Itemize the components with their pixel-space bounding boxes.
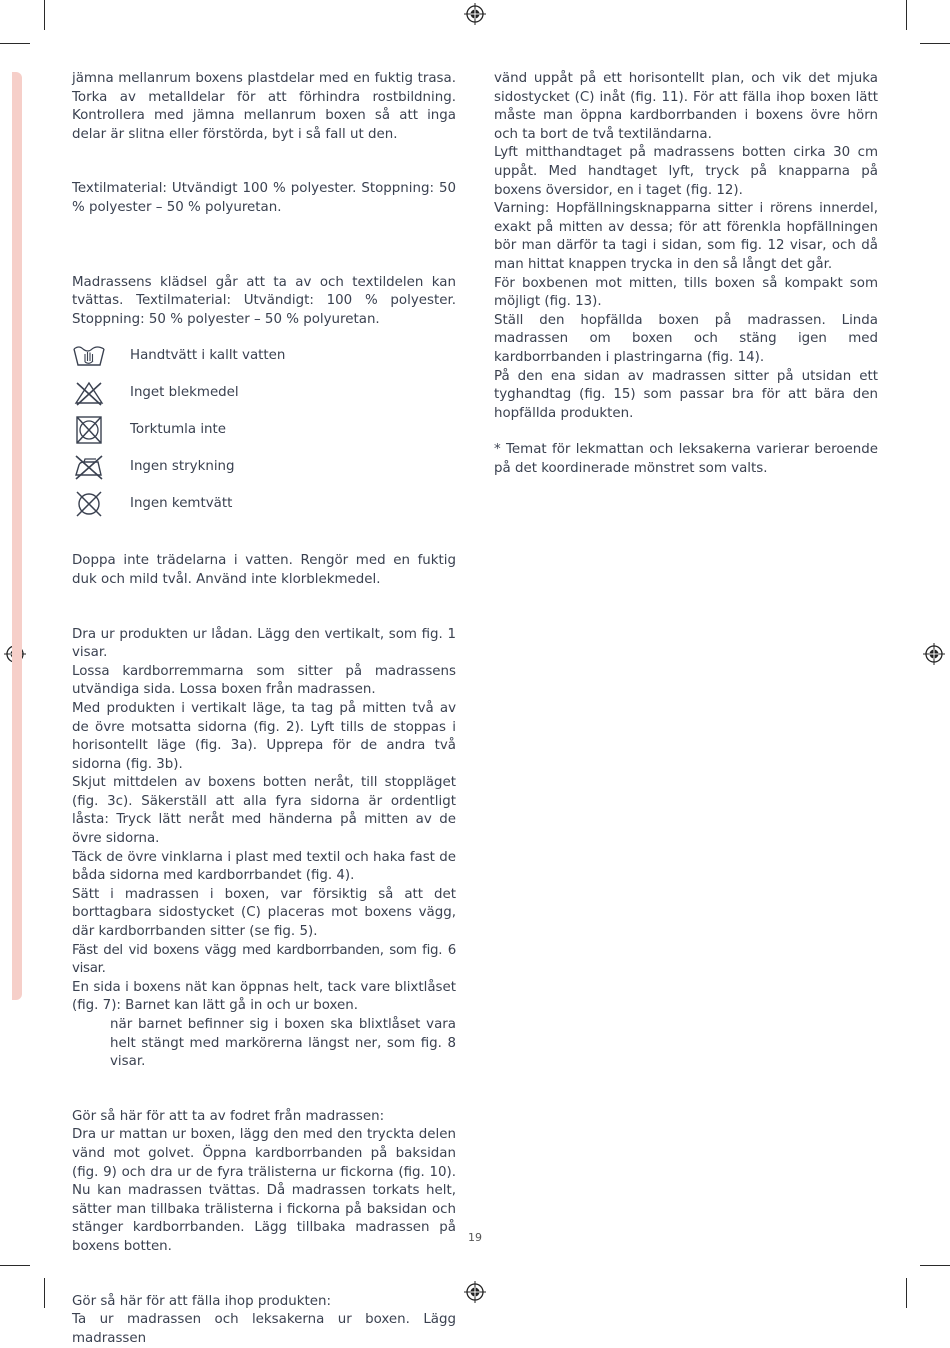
crop-mark — [906, 1278, 907, 1308]
side-accent-bar — [12, 72, 22, 1000]
crop-mark — [0, 43, 30, 44]
page-number: 19 — [468, 1231, 482, 1244]
wood-care-paragraph: Doppa inte trädelarna i vatten. Rengör med en fuktig duk och mild tvål. Använd inte klorblekmedel. — [72, 553, 456, 587]
instruction-step: Sätt i madrassen i boxen, var försiktig så att det borttagbara sidostycket (C) placeras mot boxens vägg, där kardborrbanden sitter (se fig. 5). — [72, 886, 456, 940]
registration-mark-icon — [923, 643, 945, 665]
instruction-step: En sida i boxens nät kan öppnas helt, tack vare blixtlåset (fig. 7): Barnet kan lätt gå in och ur boxen. — [72, 979, 456, 1014]
care-symbols-list — [72, 337, 456, 522]
care-item — [72, 448, 456, 485]
mattress-cover-paragraph: Madrassens klädsel går att ta av och textildelen kan tvättas. Textilmaterial: Utvändigt: 100 % polyester. Stoppning: 50 % polyester – 50 % polyuretan. — [72, 274, 456, 327]
folding-step: På den ena sidan av madrassen sitter på utsidan ett tyghandtag (fig. 15) som passar bra för att bära den hopfällda produkten. — [494, 368, 878, 421]
crop-mark — [44, 0, 45, 30]
registration-mark-icon — [464, 1281, 486, 1303]
crop-mark — [920, 43, 950, 44]
folding-step: Varning: Hopfällningsknapparna sitter i rörens innerdel, exakt på mitten av dessa; för att förenkla hopfällningen bör man därför ta tagi i sidan, som fig. 12 visar, och då man hittat knappen trycka in den så långt det går. — [494, 201, 878, 272]
registration-mark-icon — [464, 3, 486, 25]
instruction-step: Fäst del vid boxens vägg med kardborrbanden, som fig. 6 visar. — [72, 942, 456, 977]
care-item — [72, 485, 456, 522]
remove-cover-paragraph: Dra ur mattan ur boxen, lägg den med den tryckta delen vänd mot golvet. Öppna kardborrbanden på baksidan (fig. 9) och dra ur de fyra trälisterna ur fickorna (fig. 10). Nu kan madrassen tvättas. Då madrassen torkats helt, sätter man tillbaka trälisterna i fickorna på baksidan och stänger kardborrbanden. Lägg tillbaka madrassen på boxens botten. — [72, 1127, 456, 1254]
left-column — [72, 70, 456, 1348]
care-label: Torktumla inte — [130, 421, 227, 437]
crop-mark — [920, 1265, 950, 1266]
assembly-instructions — [72, 626, 456, 1072]
folding-step: vänd uppåt på ett horisontellt plan, och vik det mjuka sidostycket (C) inåt (fig. 11). För att fälla ihop boxen lätt måste man öppna kardborrbanden i boxens övre hörn och ta bort de två textiländarna. — [494, 71, 878, 142]
right-column — [494, 70, 878, 478]
maintenance-paragraph: jämna mellanrum boxens plastdelar med en fuktig trasa. Torka av metalldelar för att förhindra rostbildning. Kontrollera med jämna mellanrum boxen så att inga delar är slitna eller förstörda, byt i så fall ut den. — [72, 71, 456, 142]
no-dry-clean-icon — [72, 490, 106, 518]
folding-step: Ställ den hopfällda boxen på madrassen. Linda madrassen om boxen och stäng igen med kardborrbanden i plastringarna (fig. 14). — [494, 312, 878, 365]
care-label: Ingen kemtvätt — [130, 495, 233, 511]
instruction-step: Lossa kardborremmarna som sitter på madrassens utvändiga sida. Lossa boxen från madrassen. — [72, 663, 456, 698]
no-iron-icon — [72, 453, 106, 481]
fold-heading: Gör så här för att fälla ihop produkten: — [72, 1293, 331, 1309]
care-item — [72, 411, 456, 448]
care-label: Ingen strykning — [130, 458, 235, 474]
crop-mark — [44, 1278, 45, 1308]
instruction-step: när barnet befinner sig i boxen ska blixtlåset vara helt stängt med markörerna längst ner, som fig. 8 visar. — [110, 1017, 456, 1070]
care-item — [72, 374, 456, 411]
no-bleach-icon — [72, 379, 106, 407]
remove-cover-heading: Gör så här för att ta av fodret från madrassen: — [72, 1108, 385, 1124]
crop-mark — [906, 0, 907, 30]
care-label: Handtvätt i kallt vatten — [130, 347, 286, 363]
folding-step: Lyft mitthandtaget på madrassens botten cirka 30 cm uppåt. Med handtaget lyft, tryck på knapparna på boxens översidor, en i taget (fig. 12). — [494, 145, 878, 198]
no-tumble-dry-icon — [72, 416, 106, 444]
care-label: Inget blekmedel — [130, 384, 239, 400]
fold-paragraph-start: Ta ur madrassen och leksakerna ur boxen. Lägg madrassen — [72, 1312, 456, 1346]
textile-material-paragraph: Textilmaterial: Utvändigt 100 % polyester. Stoppning: 50 % polyester – 50 % polyuretan. — [72, 181, 456, 215]
theme-note: * Temat för lekmattan och leksakerna varierar beroende på det koordinerade mönstret som valts. — [494, 442, 878, 476]
instruction-step: Med produkten i vertikalt läge, ta tag på mitten två av de övre motsatta sidorna (fig. 2). Lyft tills de stoppas i horisontellt läge (fig. 3a). Upprepa för de andra två sidorna (fig. 3b). — [72, 700, 456, 772]
instruction-step: Täck de övre vinklarna i plast med textil och haka fast de båda sidorna med kardborrbandet (fig. 4). — [72, 849, 456, 884]
folding-step: För boxbenen mot mitten, tills boxen så kompakt som möjligt (fig. 13). — [494, 275, 878, 310]
instruction-step: Skjut mittdelen av boxens botten neråt, till stoppläget (fig. 3c). Säkerställ att alla fyra sidorna är ordentligt låsta: Tryck lätt neråt med händerna på mitten av de övre sidorna. — [72, 775, 456, 847]
handwash-icon — [72, 342, 106, 370]
crop-mark — [0, 1265, 30, 1266]
care-item — [72, 337, 456, 374]
instruction-step: Dra ur produkten ur lådan. Lägg den vertikalt, som fig. 1 visar. — [72, 626, 456, 661]
